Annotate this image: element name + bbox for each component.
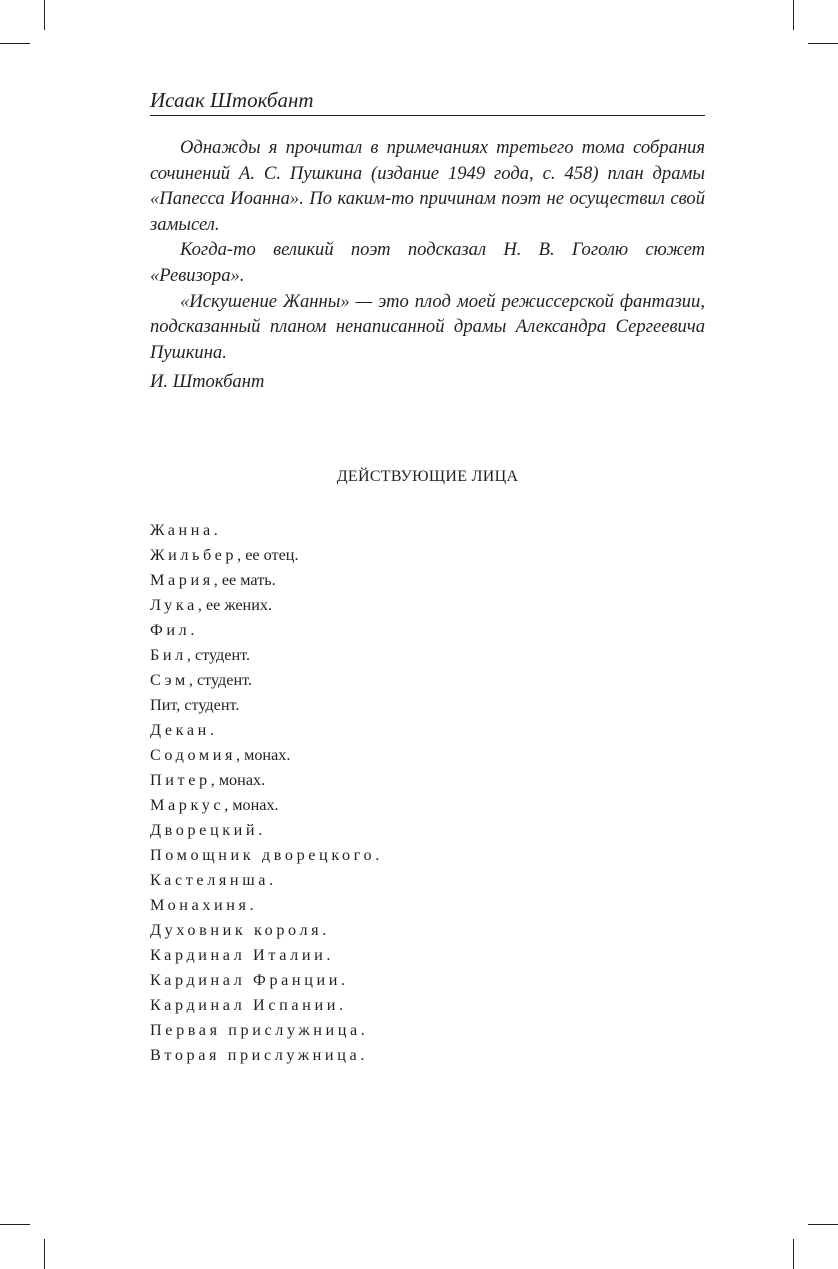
character-role: , студент. bbox=[186, 646, 251, 664]
cast-item bbox=[150, 918, 705, 943]
character-name: Лука bbox=[150, 596, 198, 614]
preface bbox=[150, 135, 705, 395]
preface-signature: И. Штокбант bbox=[150, 371, 265, 393]
character-role: . bbox=[375, 846, 380, 864]
cast-list bbox=[150, 518, 705, 1068]
character-name: Помощник дворецкого bbox=[150, 846, 376, 864]
character-name: Кардинал Испании bbox=[150, 996, 339, 1014]
cast-item bbox=[150, 993, 705, 1018]
character-role: . bbox=[340, 971, 346, 989]
crop-mark-top-left-vertical bbox=[44, 0, 45, 30]
character-name: Кардинал Италии bbox=[150, 946, 327, 964]
character-role: . bbox=[190, 621, 195, 639]
character-name: Маркус bbox=[150, 796, 225, 814]
preface-paragraph: «Искушение Жанны» — это плод моей режиссерской фантазии, подсказанный планом ненаписанной драмы Александра Сергеевича Пушкина. bbox=[150, 290, 705, 363]
character-role: . bbox=[360, 1046, 365, 1064]
character-role: , студент. bbox=[188, 671, 253, 689]
cast-item bbox=[150, 1043, 705, 1068]
crop-mark-bottom-right-horizontal bbox=[808, 1224, 838, 1225]
cast-item bbox=[150, 893, 705, 918]
character-name: Бил bbox=[150, 646, 187, 664]
character-role: . bbox=[258, 821, 263, 839]
cast-item bbox=[150, 843, 705, 868]
crop-mark-top-right-vertical bbox=[793, 0, 794, 30]
character-role: . bbox=[326, 946, 331, 964]
cast-item bbox=[150, 668, 705, 693]
character-role: . bbox=[338, 996, 344, 1014]
character-name: Дворецкий bbox=[150, 821, 259, 839]
character-role: , монах. bbox=[236, 746, 291, 764]
character-name: Монахиня bbox=[150, 896, 250, 914]
character-name: Декан bbox=[150, 721, 210, 739]
character-role: , ее жених. bbox=[197, 596, 273, 614]
cast-item bbox=[150, 618, 705, 643]
cast-item bbox=[150, 793, 705, 818]
character-role: . bbox=[209, 721, 214, 739]
cast-item bbox=[150, 868, 705, 893]
cast-item bbox=[150, 968, 705, 993]
character-role: . bbox=[213, 521, 218, 539]
character-role: . bbox=[360, 1021, 365, 1039]
character-name: Жанна bbox=[150, 521, 214, 539]
running-head: Исаак Штокбант bbox=[150, 88, 314, 112]
cast-item bbox=[150, 718, 705, 743]
character-role: . bbox=[322, 921, 327, 939]
character-role: . bbox=[269, 871, 274, 889]
cast-item bbox=[150, 568, 705, 593]
character-name: Вторая прислужница bbox=[150, 1046, 361, 1064]
preface-paragraph: Однажды я прочитал в примечаниях третьего тома собрания сочинений А. С. Пушкина (издание 1949 года, с. 458) план драмы «Папесса Иоанна». По каким-то причинам поэт не осуществил свой замысел. bbox=[150, 137, 705, 235]
cast-item bbox=[150, 1018, 705, 1043]
crop-mark-top-right-horizontal bbox=[808, 43, 838, 44]
character-name: Сэм bbox=[150, 671, 189, 689]
character-name: Кастелянша bbox=[150, 871, 270, 889]
section-title: ДЕЙСТВУЮЩИЕ ЛИЦА bbox=[336, 468, 519, 485]
cast-item bbox=[150, 518, 705, 543]
character-name: Кардинал Франции bbox=[150, 971, 341, 989]
character-role: . bbox=[249, 896, 254, 914]
preface-paragraph: Когда-то великий поэт подсказал Н. В. Гоголю сюжет «Ревизора». bbox=[150, 239, 705, 286]
character-name: Духовник короля bbox=[150, 921, 323, 939]
cast-item bbox=[150, 693, 705, 718]
crop-mark-bottom-right-vertical bbox=[793, 1239, 794, 1269]
character-role: , монах. bbox=[210, 771, 266, 789]
crop-mark-bottom-left-horizontal bbox=[0, 1224, 30, 1225]
cast-item bbox=[150, 593, 705, 618]
character-name: Пит bbox=[150, 696, 177, 714]
character-name: Жильбер bbox=[150, 546, 238, 564]
character-role: , монах. bbox=[224, 796, 279, 814]
cast-item bbox=[150, 543, 705, 568]
cast-item bbox=[150, 643, 705, 668]
character-name: Фил bbox=[150, 621, 191, 639]
crop-mark-top-left-horizontal bbox=[0, 43, 30, 44]
cast-item bbox=[150, 768, 705, 793]
character-name: Питер bbox=[150, 771, 211, 789]
character-role: , ее отец. bbox=[237, 546, 299, 564]
crop-mark-bottom-left-vertical bbox=[44, 1239, 45, 1269]
cast-item bbox=[150, 818, 705, 843]
character-name: Мария bbox=[150, 571, 214, 589]
cast-item bbox=[150, 943, 705, 968]
running-head-rule bbox=[150, 115, 705, 116]
character-role: , ее мать. bbox=[213, 571, 276, 589]
cast-item bbox=[150, 743, 705, 768]
character-role: , студент. bbox=[176, 696, 240, 714]
character-name: Содомия bbox=[150, 746, 236, 764]
character-name: Первая прислужница bbox=[150, 1021, 361, 1039]
